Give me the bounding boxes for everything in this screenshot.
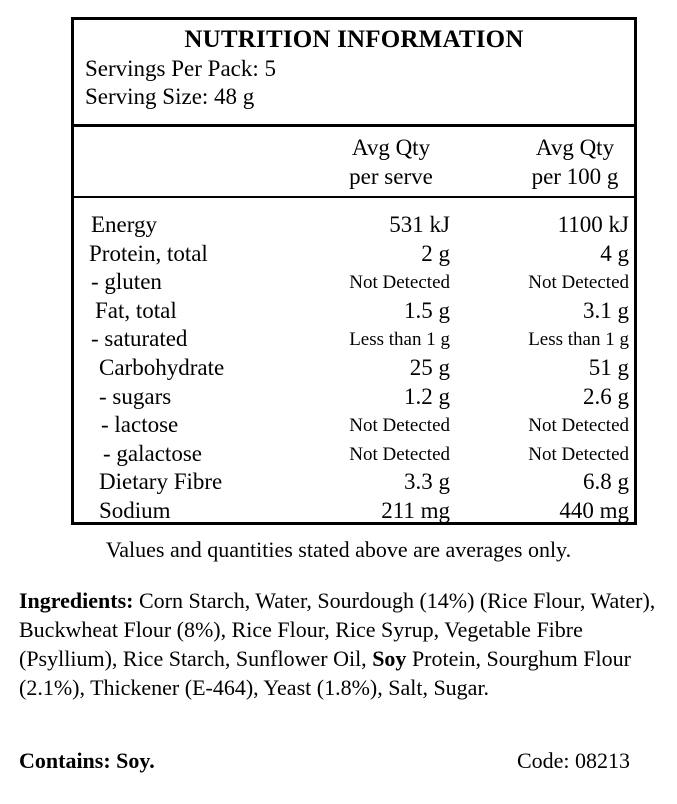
value-per-100g: 3.1 g <box>583 297 629 323</box>
nutrient-name: - saturated <box>91 326 188 352</box>
value-per-serve: 211 mg <box>381 498 450 523</box>
value-per-100g: Not Detected <box>528 415 629 437</box>
value-per-serve: 531 kJ <box>389 212 450 237</box>
column-headers <box>74 127 634 198</box>
nutrient-row <box>74 412 634 441</box>
nutrient-name: Dietary Fibre <box>99 469 223 495</box>
value-per-serve: Not Detected <box>349 272 450 294</box>
nutrient-name: Sodium <box>99 498 171 523</box>
nutrient-name: - galactose <box>103 440 202 466</box>
value-per-100g: 6.8 g <box>583 469 629 495</box>
value-per-serve: 2 g <box>421 240 450 266</box>
value-per-100g: 440 mg <box>559 498 629 523</box>
ingredients-label: Ingredients: <box>19 588 134 613</box>
value-per-100g: 2.6 g <box>583 383 629 409</box>
nutrient-name: Carbohydrate <box>99 355 225 380</box>
serving-size: Serving Size: 48 g <box>85 84 255 109</box>
ingredients-text-2: Protein, Sourghum Flour (2.1%), Thickener (E-464), Yeast (1.8%), Salt, Sugar. <box>19 646 631 700</box>
nutrient-row <box>74 469 634 498</box>
averages-note: Values and quantities stated above are averages only. <box>105 537 572 562</box>
value-per-serve: 1.5 g <box>404 297 450 323</box>
nutrient-name: - gluten <box>91 269 162 295</box>
nutrient-row <box>74 441 634 470</box>
value-per-100g: Not Detected <box>528 443 629 465</box>
value-per-serve: 3.3 g <box>404 469 450 495</box>
value-per-serve: 1.2 g <box>404 383 450 409</box>
nutrient-row <box>74 355 634 384</box>
nutrient-row <box>74 241 634 270</box>
panel-header <box>74 20 634 127</box>
value-per-serve: 25 g <box>409 355 450 380</box>
value-per-100g: 1100 kJ <box>557 212 629 237</box>
value-per-100g: 51 g <box>588 355 629 380</box>
value-per-100g: Not Detected <box>528 272 629 294</box>
nutrient-row <box>74 498 634 527</box>
allergen-soy: Soy <box>372 646 407 671</box>
nutrient-row <box>74 212 634 241</box>
value-per-serve: Not Detected <box>349 443 450 465</box>
nutrient-row <box>74 326 634 355</box>
ingredients-paragraph <box>19 586 669 702</box>
value-per-100g: Less than 1 g <box>528 329 629 351</box>
col-per-serve: Avg Qty per serve <box>349 135 433 189</box>
nutrient-name: - lactose <box>101 412 179 438</box>
product-code: Code: 08213 <box>516 748 630 773</box>
contains-statement: Contains: Soy. <box>19 748 155 773</box>
nutrient-name: Fat, total <box>95 297 177 323</box>
servings-per-pack: Servings Per Pack: 5 <box>85 56 277 81</box>
nutrient-row <box>74 298 634 327</box>
nutrient-name: Energy <box>91 212 158 237</box>
nutrition-panel <box>71 17 637 525</box>
value-per-serve: Less than 1 g <box>349 329 450 351</box>
value-per-serve: Not Detected <box>349 415 450 437</box>
panel-title: NUTRITION INFORMATION <box>184 26 524 53</box>
nutrient-name: - sugars <box>99 383 172 409</box>
ingredients-text-1: Corn Starch, Water, Sourdough (14%) (Rice Flour, Water), Buckwheat Flour (8%), Rice Flour, Rice Syrup, Vegetable Fibre (Psyllium), Rice Starch, Sunflower Oil, <box>19 588 656 671</box>
value-per-100g: 4 g <box>600 240 629 266</box>
nutrient-name: Protein, total <box>89 240 208 266</box>
nutrient-row <box>74 384 634 413</box>
col-per-100g: Avg Qty per 100 g <box>531 135 619 189</box>
nutrient-row <box>74 269 634 298</box>
